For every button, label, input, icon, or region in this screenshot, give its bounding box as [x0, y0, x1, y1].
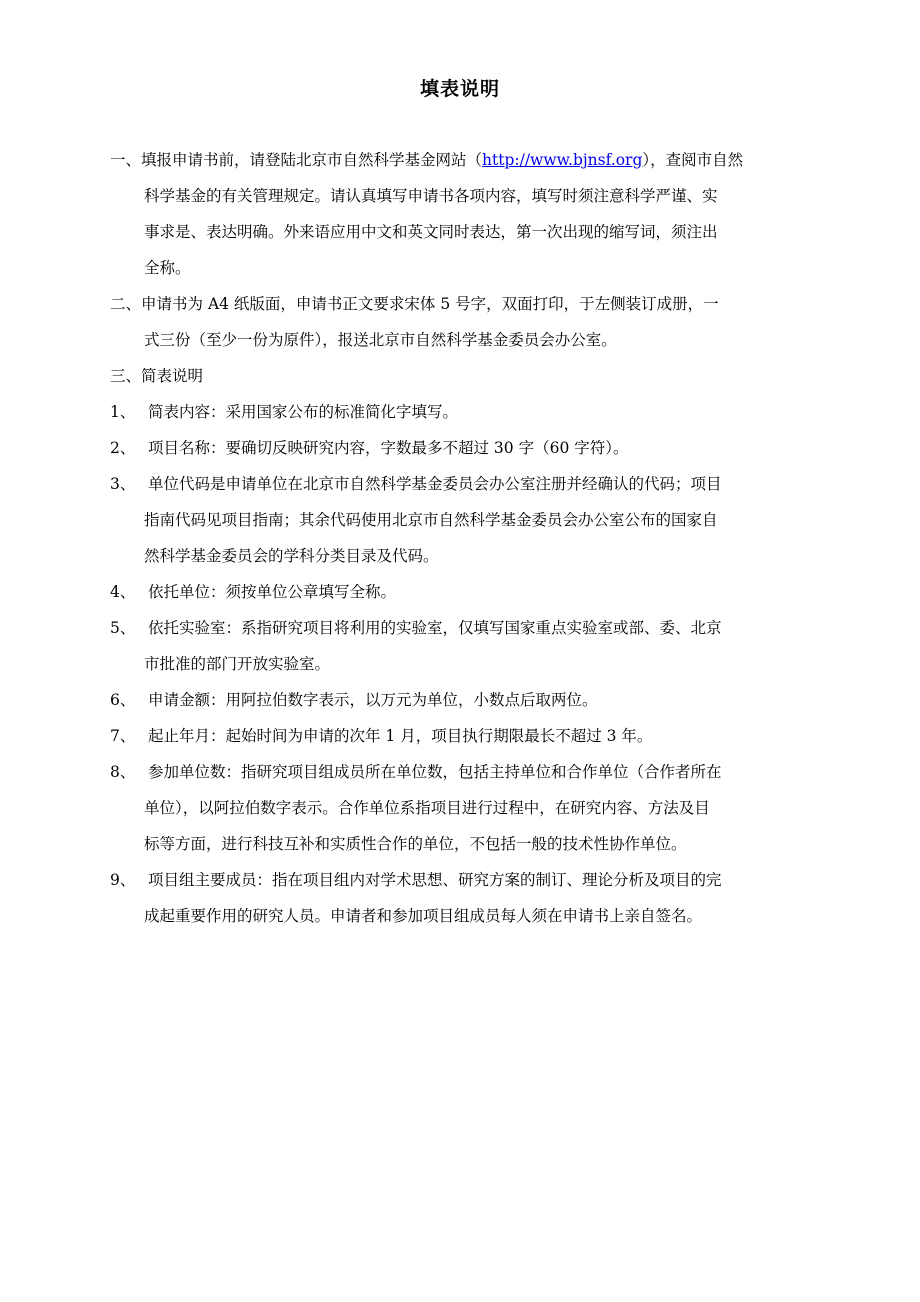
list-item-text: 简表内容：采用国家公布的标准简化字填写。 [148, 403, 459, 421]
list-item-number: 3、 [110, 475, 136, 493]
list-item [110, 754, 834, 862]
section-1-line: 科学基金的有关管理规定。请认真填写申请书各项内容，填写时须注意科学严谨、实 [144, 187, 718, 205]
section-1-label: 一、 [110, 151, 142, 169]
list-item-number: 1、 [110, 403, 136, 421]
list-item [110, 394, 834, 430]
list-item-text: 起止年月：起始时间为申请的次年 1 月，项目执行期限最长不超过 3 年。 [148, 727, 653, 745]
list-item-text: 依托单位：须按单位公章填写全称。 [148, 583, 397, 601]
section-1-text-before-link: 填报申请书前，请登陆北京市自然科学基金网站（ [141, 151, 483, 169]
list-item-continuation: 单位），以阿拉伯数字表示。合作单位系指项目进行过程中，在研究内容、方法及目 [144, 799, 710, 817]
list-item-continuation: 指南代码见项目指南；其余代码使用北京市自然科学基金委员会办公室公布的国家自 [144, 511, 718, 529]
list-item [110, 718, 834, 754]
list-item-text: 项目组主要成员：指在项目组内对学术思想、研究方案的制订、理论分析及项目的完 [148, 871, 722, 889]
list-item-continuation: 标等方面，进行科技互补和实质性合作的单位，不包括一般的技术性协作单位。 [144, 835, 687, 853]
section-2-line: 式三份（至少一份为原件），报送北京市自然科学基金委员会办公室。 [144, 331, 617, 349]
list-item-continuation: 市批准的部门开放实验室。 [144, 655, 331, 673]
list-item [110, 430, 834, 466]
list-item-number: 8、 [110, 763, 136, 781]
section-2 [110, 286, 834, 358]
bjnsf-website-link[interactable]: http://www.bjnsf.org [482, 151, 643, 169]
list-item-number: 4、 [110, 583, 136, 601]
section-3-label: 三、 [110, 367, 142, 385]
list-item-number: 2、 [110, 439, 136, 457]
section-1-text-after-link: ），查阅市自然 [642, 151, 744, 169]
section-2-label: 二、 [110, 295, 142, 313]
instructions-body [110, 142, 834, 934]
list-item-continuation: 然科学基金委员会的学科分类目录及代码。 [144, 547, 439, 565]
list-item [110, 610, 834, 682]
list-item-text: 参加单位数：指研究项目组成员所在单位数，包括主持单位和合作单位（合作者所在 [148, 763, 722, 781]
list-item-number: 5、 [110, 619, 136, 637]
list-item [110, 862, 834, 934]
list-item-number: 7、 [110, 727, 136, 745]
list-item-number: 6、 [110, 691, 136, 709]
list-item [110, 466, 834, 574]
list-item-number: 9、 [110, 871, 136, 889]
list-item-text: 依托实验室：系指研究项目将利用的实验室，仅填写国家重点实验室或部、委、北京 [148, 619, 722, 637]
section-1 [110, 142, 834, 286]
section-1-line: 全称。 [144, 259, 191, 277]
list-item-continuation: 成起重要作用的研究人员。申请者和参加项目组成员每人须在申请书上亲自签名。 [144, 907, 703, 925]
section-2-head: 申请书为 A4 纸版面，申请书正文要求宋体 5 号字，双面打印，于左侧装订成册，一 [141, 295, 719, 313]
list-item-text: 单位代码是申请单位在北京市自然科学基金委员会办公室注册并经确认的代码；项目 [148, 475, 722, 493]
list-item [110, 574, 834, 610]
list-item-text: 申请金额：用阿拉伯数字表示，以万元为单位，小数点后取两位。 [148, 691, 598, 709]
list-item [110, 682, 834, 718]
page-title: 填表说明 [419, 78, 500, 100]
section-3-head: 简表说明 [141, 367, 204, 385]
list-item-text: 项目名称：要确切反映研究内容，字数最多不超过 30 字（60 字符）。 [148, 439, 629, 457]
numbered-items [110, 394, 834, 934]
section-1-line: 事求是、表达明确。外来语应用中文和英文同时表达，第一次出现的缩写词，须注出 [144, 223, 718, 241]
section-3 [110, 358, 834, 394]
